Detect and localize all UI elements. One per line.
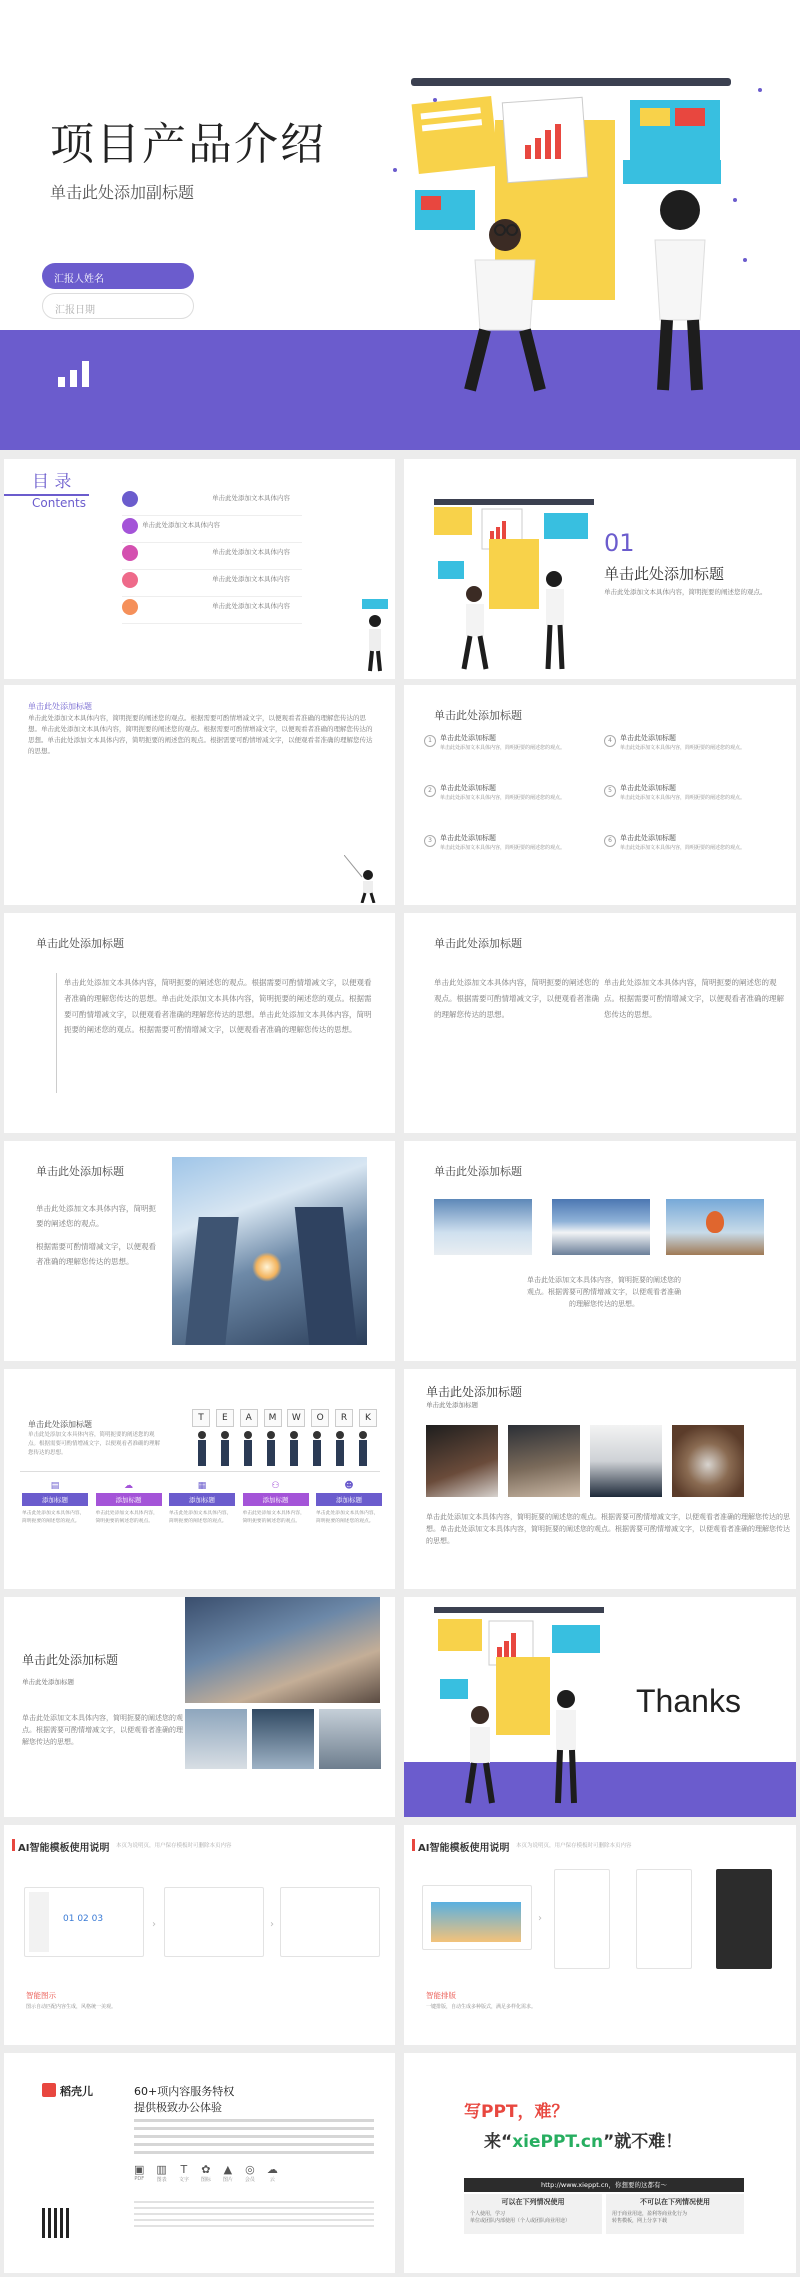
xie-line-2: 来“xiePPT.cn”就不难！ [484, 2132, 683, 2152]
slide-body: 单击此处添加文本具体内容，简明扼要的阐述您的观点。根据需要可酌情增减文字，以便观看者准确的理解您传达的思想。单击此处添加文本具体内容，简明扼要的阐述您的观点。根据需要可酌情增减文字，以便观看者准确的理解您传达的思想。单击此处添加文本具体内容，简明扼要的阐述您的观点。根据需要可酌情增减文字，以便观看者准确的理解您传达的思想。 [64, 978, 372, 1035]
cloud-icon: ☁ [124, 1481, 133, 1491]
tag-column: ▤ 添加标题 单击此处添加文本具体内容，简明扼要的阐述您的观点。 [22, 1481, 88, 1525]
teamwork-letters: T E A M W O R K [192, 1409, 377, 1427]
preview-card: 01 02 03 [24, 1887, 144, 1957]
tool-item[interactable]: ▣ PDF [134, 2163, 145, 2182]
toc-item[interactable]: 单击此处添加文本具体内容 [122, 489, 302, 516]
tag-columns [22, 1481, 382, 1525]
slide-title: 单击此处添加标题 [434, 709, 522, 722]
ai-instructions-slide [4, 1825, 395, 2045]
red-marker [412, 1839, 415, 1851]
slide-heading: 单击此处添加标题 [28, 702, 92, 711]
qr-code [42, 2208, 72, 2238]
section-illustration [434, 499, 594, 679]
allowed-box: 可以在下列情况使用 个人使用，学习 单位或团队内部使用（个人或团队商业用途） [464, 2194, 602, 2234]
thanks-illustration [434, 1607, 604, 1812]
tool-item[interactable]: ☁ 云 [266, 2163, 278, 2183]
arrow-icon: › [270, 1919, 274, 1930]
ai-instructions-slide [404, 1825, 796, 2045]
toc-subtitle: Contents [32, 496, 86, 510]
left-rule [56, 973, 57, 1093]
toc-dot-icon [122, 518, 138, 534]
section-number: 01 [604, 529, 635, 557]
cover-illustration [375, 60, 775, 430]
numbered-item: 4 单击此处添加标题 单击此处添加文本具体内容，简明扼要的阐述您的观点。 [604, 733, 779, 783]
preview-card [422, 1885, 532, 1950]
toc-title: 目 录 [32, 472, 72, 492]
team-people-illustration [192, 1429, 377, 1469]
ai-section-title: 智能排版 [426, 1991, 456, 2000]
section-title: 单击此处添加标题 [604, 565, 725, 583]
docer-logo-text: 稻壳儿 [60, 2085, 93, 2098]
toc-list [122, 489, 302, 624]
ai-title: AI智能模板使用说明 [18, 1843, 110, 1854]
tool-item[interactable]: ✿ 图标 [200, 2163, 211, 2183]
doc-icon: ▤ [50, 1481, 60, 1491]
toc-slide [4, 459, 395, 679]
cover-title: 项目产品介绍 [50, 119, 326, 170]
toc-item[interactable]: 单击此处添加文本具体内容 [122, 597, 302, 624]
layout-column [554, 1869, 610, 1969]
xie-brand[interactable]: xiePPT.cn [512, 2132, 604, 2152]
ai-subtitle: 本页为说明页，用户保存模板时可删除本页内容 [116, 1843, 232, 1849]
coffee-photo [672, 1425, 744, 1497]
docer-tools [134, 2163, 278, 2183]
teamwork-slide [4, 1369, 395, 1589]
reporter-pill[interactable]: 汇报人姓名 [42, 263, 194, 289]
office-photo [426, 1425, 498, 1497]
ai-section-title: 智能图示 [26, 1991, 56, 2000]
toc-dot-icon [122, 545, 138, 561]
six-items-slide [404, 685, 796, 905]
photos-caption: 单击此处添加文本具体内容，简明扼要的阐述您的观点。根据需要可酌情增减文字，以便观看者准确的理解您传达的思想。 [527, 1276, 681, 1308]
slide-body: 单击此处添加文本具体内容，简明扼要的阐述您的观点。根据需要可酌情增减文字，以便观看者准确的理解您传达的思想。 [28, 1432, 161, 1456]
tag-column: ☁ 添加标题 单击此处添加文本具体内容，简明扼要的阐述您的观点。 [96, 1481, 162, 1525]
tag-label: 添加标题 [316, 1493, 382, 1506]
preview-card [164, 1887, 264, 1957]
toc-item[interactable]: 单击此处添加文本具体内容 [122, 570, 302, 597]
numbered-item: 2 单击此处添加标题 单击此处添加文本具体内容，简明扼要的阐述您的观点。 [424, 783, 599, 833]
items-left-column [424, 733, 599, 883]
section-desc: 单击此处添加文本具体内容，简明扼要的阐述您的观点。 [604, 588, 767, 596]
tag-label: 添加标题 [243, 1493, 309, 1506]
slide-title: 单击此处添加标题 [426, 1385, 523, 1399]
tool-item[interactable]: ▲ 图片 [222, 2163, 233, 2183]
xie-line-1: 写PPT，难？ [464, 2102, 569, 2122]
numbered-item: 1 单击此处添加标题 单击此处添加文本具体内容，简明扼要的阐述您的观点。 [424, 733, 599, 783]
items-right-column [604, 733, 779, 883]
tag-column: ⚇ 添加标题 单击此处添加文本具体内容，简明扼要的阐述您的观点。 [243, 1481, 309, 1525]
toc-dot-icon [122, 599, 138, 615]
four-photos-slide [404, 1369, 796, 1589]
two-column-text-slide [404, 913, 796, 1133]
toc-dot-icon [122, 491, 138, 507]
text-slide [4, 913, 395, 1133]
ai-title: AI智能模板使用说明 [418, 1843, 510, 1854]
forbidden-box: 不可以在下列情况使用 用于商业用途，盈利等商业化行为 转售模板，网上分享下载 [606, 2194, 744, 2234]
xie-url-bar[interactable]: http://www.xieppt.cn，你想要的这都有～ [464, 2178, 744, 2192]
layout-column [636, 1869, 692, 1969]
layout-column [716, 1869, 772, 1969]
thanks-slide [404, 1597, 796, 1817]
tag-column: ☻ 添加标题 单击此处添加文本具体内容，简明扼要的阐述您的观点。 [316, 1481, 382, 1525]
docer-footnote-lines [134, 2201, 374, 2231]
cover-subtitle: 单击此处添加副标题 [50, 183, 195, 202]
network-icon: ⚇ [271, 1481, 280, 1491]
xieppt-ad-slide [404, 2053, 796, 2273]
preview-card [280, 1887, 380, 1957]
docer-logo-icon [42, 2083, 56, 2097]
slide-title: 单击此处添加标题 [36, 1165, 124, 1178]
slide-subtitle: 单击此处添加标题 [22, 1678, 74, 1686]
toc-dot-icon [122, 572, 138, 588]
slide-body: 单击此处添加文本具体内容，简明扼要的阐述您的观点。根据需要可酌情增减文字，以便观看者准确的理解您传达的思想。 [22, 1714, 183, 1746]
date-pill[interactable]: 汇报日期 [42, 293, 194, 319]
docer-ad-slide [4, 2053, 395, 2273]
office-photo [185, 1709, 247, 1769]
slide-title: 单击此处添加标题 [434, 937, 522, 950]
slide-heading: 单击此处添加标题 [28, 1420, 92, 1429]
section-slide [404, 459, 796, 679]
cover-slide [0, 0, 800, 450]
numbered-item: 3 单击此处添加标题 单击此处添加文本具体内容，简明扼要的阐述您的观点。 [424, 833, 599, 883]
user-icon: ☻ [344, 1481, 354, 1491]
ai-section-desc: 一键排版，自动生成多种版式，满足多样化需求。 [426, 2004, 537, 2010]
slide-title: 单击此处添加标题 [36, 937, 124, 950]
team-photo-slide [4, 1597, 395, 1817]
divider [20, 1471, 380, 1472]
numbered-item: 6 单击此处添加标题 单击此处添加文本具体内容，简明扼要的阐述您的观点。 [604, 833, 779, 883]
toc-person-illustration [360, 599, 390, 674]
slide-body: 单击此处添加文本具体内容，简明扼要的阐述您的观点。根据需要可酌情增减文字，以便观看者准确的理解您传达的思想。单击此处添加文本具体内容，简明扼要的阐述您的观点。根据需要可酌情增减文字，以便观看者准确的理解您传达的思想。 [426, 1513, 790, 1545]
tool-item[interactable]: ◎ 会员 [244, 2163, 255, 2183]
tool-item[interactable]: T 文字 [178, 2163, 189, 2183]
docer-headline: 60+项内容服务特权 [134, 2085, 235, 2098]
bar-chart-icon [56, 357, 96, 389]
team-meeting-photo [185, 1597, 380, 1703]
slide-title: 单击此处添加标题 [22, 1653, 119, 1667]
pointing-person-illustration [344, 855, 384, 903]
arrow-icon: › [538, 1913, 542, 1924]
docer-headline-2: 提供极致办公体验 [134, 2101, 222, 2114]
coworkers-photo [319, 1709, 381, 1769]
slide-subtitle: 单击此处添加标题 [426, 1401, 478, 1409]
docer-desc-lines [134, 2119, 374, 2155]
text-slide [4, 685, 395, 905]
tag-label: 添加标题 [169, 1493, 235, 1506]
numbered-item: 5 单击此处添加标题 单击此处添加文本具体内容，简明扼要的阐述您的观点。 [604, 783, 779, 833]
balloon-photo [666, 1199, 764, 1255]
tag-label: 添加标题 [96, 1493, 162, 1506]
arrow-icon: › [152, 1919, 156, 1930]
tag-column: ▦ 添加标题 单击此处添加文本具体内容，简明扼要的阐述您的观点。 [169, 1481, 235, 1525]
snow-mountain-photo [552, 1199, 650, 1255]
slide-body: 单击此处添加文本具体内容，简明扼要的阐述您的观点。根据需要可酌情增减文字，以便观看者准确的理解您传达的思想。单击此处添加文本具体内容，简明扼要的阐述您的观点。根据需要可酌情增减文字，以便观看者准确的理解您传达的思想。单击此处添加文本具体内容，简明扼要的阐述您的观点。根据需要可酌情增减文字，以便观看者准确的理解您传达的思想。 [28, 714, 373, 756]
businessman-photo [590, 1425, 662, 1497]
red-marker [12, 1839, 15, 1851]
laptop-photo [508, 1425, 580, 1497]
image-text-slide [4, 1141, 395, 1361]
ai-subtitle: 本页为说明页，用户保存模板时可删除本页内容 [516, 1843, 632, 1849]
building-icon: ▦ [197, 1481, 207, 1491]
toc-item[interactable]: 单击此处添加文本具体内容 [122, 516, 302, 543]
slide-text: 单击此处添加文本具体内容，简明扼要的阐述您的观点。 [36, 1204, 156, 1228]
mountain-photo [434, 1199, 532, 1255]
slide-text: 根据需要可酌情增减文字，以便观看者准确的理解您传达的思想。 [36, 1242, 156, 1266]
three-photos-slide [404, 1141, 796, 1361]
thanks-text: Thanks [636, 1683, 741, 1719]
skyscraper-photo [172, 1157, 367, 1345]
column-text: 单击此处添加文本具体内容，简明扼要的阐述您的观点。根据需要可酌情增减文字，以便观看者准确的理解您传达的思想。 [434, 978, 599, 1019]
ai-section-desc: 图示自动匹配内容生成，风格统一美观。 [26, 2004, 117, 2010]
tool-item[interactable]: ▥ 图表 [156, 2163, 167, 2183]
toc-item[interactable]: 单击此处添加文本具体内容 [122, 543, 302, 570]
meeting-room-photo [252, 1709, 314, 1769]
slide-title: 单击此处添加标题 [434, 1165, 522, 1178]
column-text: 单击此处添加文本具体内容，简明扼要的阐述您的观点。根据需要可酌情增减文字，以便观看者准确的理解您传达的思想。 [604, 978, 784, 1019]
tag-label: 添加标题 [22, 1493, 88, 1506]
